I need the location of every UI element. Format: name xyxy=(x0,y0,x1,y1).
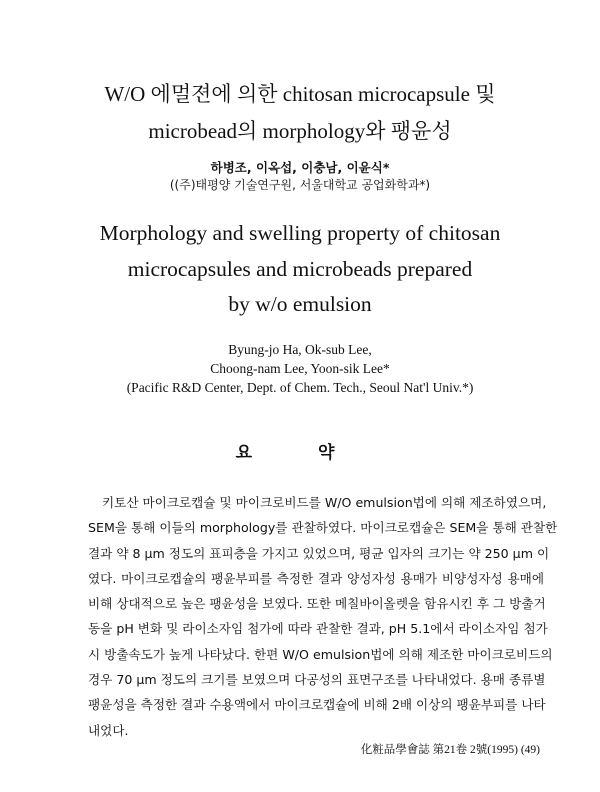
korean-affiliation: ((주)태평양 기술연구원, 서울대학교 공업화학과*) xyxy=(169,178,431,192)
abstract-line: 결과 약 8 μm 정도의 표피층을 가지고 있었으며, 평균 입자의 크기는 약 250 μm 이 xyxy=(88,545,550,561)
abstract-line: 팽윤성을 측정한 결과 수용액에서 마이크로캡슐에 비해 2배 이상의 팽윤부피를 나타 xyxy=(88,697,546,713)
abstract-line: 였다. 마이크로캡슐의 팽윤부피를 측정한 결과 양성자성 용매가 비양성자성 용매에 xyxy=(88,570,544,586)
abstract-line: 내었다. xyxy=(88,722,129,738)
english-authors-line-1: Byung-jo Ha, Ok-sub Lee, xyxy=(228,342,372,357)
english-affiliation: (Pacific R&D Center, Dept. of Chem. Tech., Seoul Nat'l Univ.*) xyxy=(126,380,474,395)
korean-title-line-2: microbead의 morphology와 팽윤성 xyxy=(148,119,452,143)
korean-authors: 하병조, 이옥섭, 이충남, 이윤식* xyxy=(210,160,390,175)
abstract-line: 비해 상대적으로 높은 팽윤성을 보였다. 또한 메칠바이올렛을 함유시킨 후 그 방출거 xyxy=(88,596,546,612)
abstract-line: 동을 pH 변화 및 라이소자임 첨가에 따라 관찰한 결과, pH 5.1에서 라이소자임 첨가 xyxy=(88,621,548,637)
english-authors-line-2: Choong-nam Lee, Yoon-sik Lee* xyxy=(210,361,390,376)
abstract-line: 키토산 마이크로캡슐 및 마이크로비드를 W/O emulsion법에 의해 제조하였으며, xyxy=(102,495,547,510)
abstract-heading: 요 약 xyxy=(235,443,365,463)
abstract-line: SEM을 통해 이들의 morphology를 관찰하였다. 마이크로캡슐은 SEM을 통해 관찰한 xyxy=(88,520,558,536)
english-title-line-1: Morphology and swelling property of chitosan xyxy=(99,221,501,245)
abstract-line: 시 방출속도가 높게 나타났다. 한편 W/O emulsion법에 의해 제조한 마이크로비드의 xyxy=(88,646,553,662)
korean-title-line-1: W/O 에멀젼에 의한 chitosan microcapsule 및 xyxy=(104,82,496,106)
english-title-line-3: by w/o emulsion xyxy=(228,292,372,316)
journal-footer: 化粧品學會誌 第21卷 2號(1995) (49) xyxy=(360,744,540,756)
abstract-line: 경우 70 μm 정도의 크기를 보였으며 다공성의 표면구조를 나타내었다. 용매 종류별 xyxy=(88,672,546,688)
abstract-body xyxy=(88,490,558,743)
english-title-line-2: microcapsules and microbeads prepared xyxy=(127,257,473,281)
